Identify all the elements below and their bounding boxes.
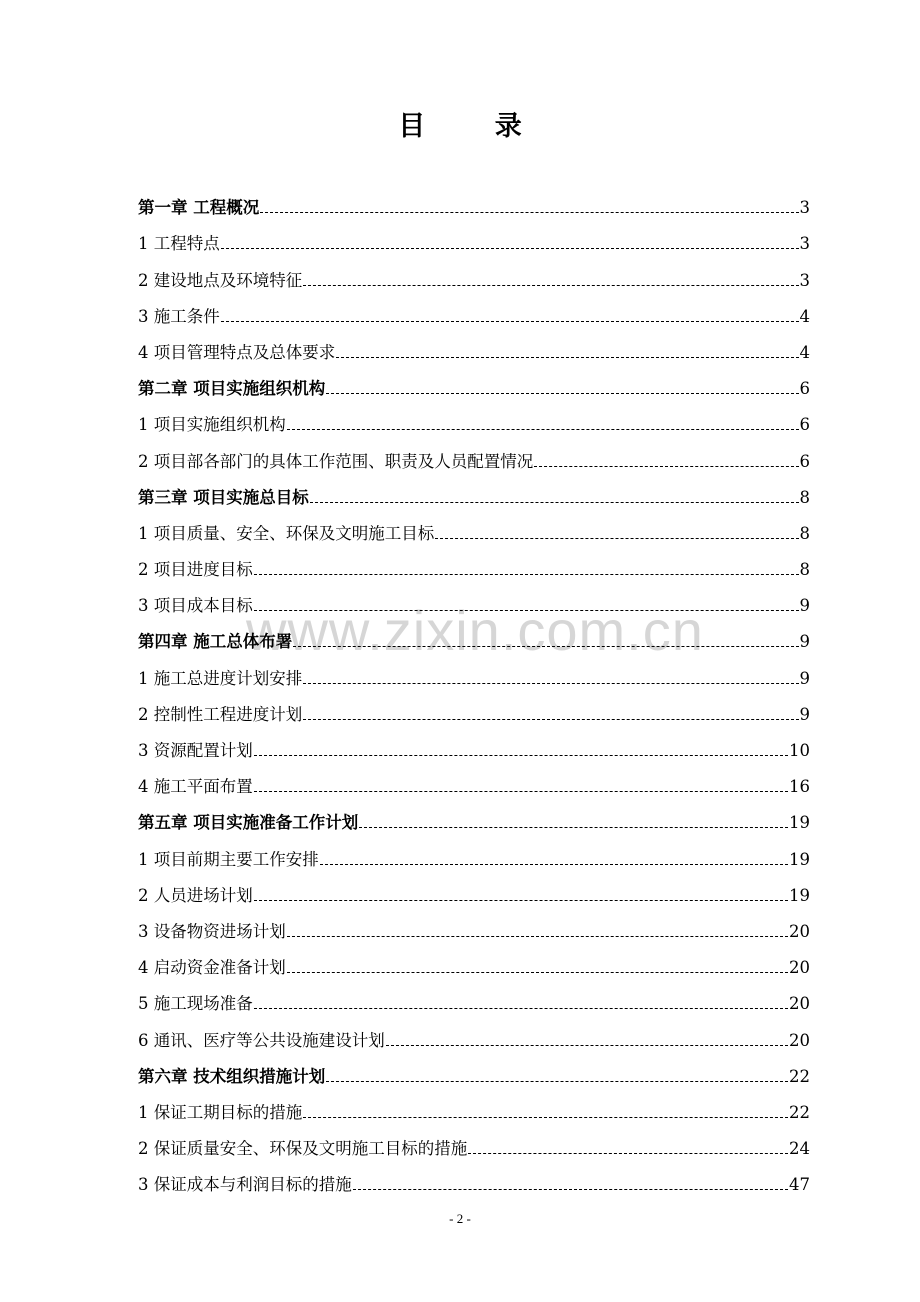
toc-dot-leader (254, 755, 788, 756)
toc-entry-label: 1 工程特点 (138, 234, 220, 254)
toc-section-entry[interactable] (138, 327, 810, 363)
toc-entry-page: 3 (799, 234, 810, 254)
toc-section-entry[interactable] (138, 1014, 810, 1050)
toc-entry-label: 4 启动资金准备计划 (138, 958, 286, 978)
toc-dot-leader (303, 683, 798, 684)
toc-section-entry[interactable] (138, 218, 810, 254)
toc-dot-leader (254, 900, 788, 901)
toc-entry-label: 2 项目进度目标 (138, 560, 253, 580)
toc-section-entry[interactable] (138, 906, 810, 942)
toc-dot-leader (221, 248, 799, 249)
toc-entry-page: 3 (799, 270, 810, 290)
toc-section-entry[interactable] (138, 399, 810, 435)
toc-entry-page: 9 (799, 668, 810, 688)
toc-entry-label: 2 项目部各部门的具体工作范围、职责及人员配置情况 (138, 451, 534, 471)
toc-entry-page: 20 (789, 1030, 810, 1050)
page-number: - 2 - (449, 1211, 471, 1226)
toc-section-entry[interactable] (138, 833, 810, 869)
toc-entry-page: 10 (789, 741, 810, 760)
toc-dot-leader (353, 1189, 788, 1190)
toc-dot-leader (254, 791, 788, 792)
toc-section-entry[interactable] (138, 291, 810, 327)
toc-entry-label: 第三章 项目实施总目标 (138, 487, 309, 507)
toc-entry-label: 2 人员进场计划 (138, 885, 253, 905)
toc-entry-page: 8 (799, 523, 810, 543)
toc-entry-label: 3 项目成本目标 (138, 596, 253, 616)
toc-dot-leader (435, 538, 798, 539)
toc-chapter-entry[interactable] (138, 1051, 810, 1087)
toc-entry-page: 6 (799, 379, 810, 399)
toc-section-entry[interactable] (138, 870, 810, 906)
toc-entry-label: 2 保证质量安全、环保及文明施工目标的措施 (138, 1139, 468, 1159)
toc-entry-label: 1 项目质量、安全、环保及文明施工目标 (138, 523, 435, 543)
toc-entry-page: 4 (799, 342, 810, 362)
toc-section-entry[interactable] (138, 689, 810, 725)
toc-entry-page: 19 (789, 813, 810, 833)
toc-dot-leader (336, 357, 798, 358)
toc-entry-page: 19 (789, 885, 810, 905)
toc-chapter-entry[interactable] (138, 616, 810, 652)
toc-dot-leader (254, 1008, 788, 1009)
toc-entry-label: 第一章 工程概况 (138, 198, 260, 218)
toc-entry-label: 第四章 施工总体布署 (138, 632, 293, 652)
toc-entry-page: 6 (799, 451, 810, 471)
toc-section-entry[interactable] (138, 580, 810, 616)
toc-entry-page: 8 (799, 560, 810, 580)
watermark: www.zixin.com.cn (246, 599, 704, 662)
toc-dot-leader (287, 972, 788, 973)
toc-entry-label: 3 保证成本与利润目标的措施 (138, 1175, 352, 1195)
toc-entry-label: 3 设备物资进场计划 (138, 921, 286, 941)
toc-entry-label: 4 项目管理特点及总体要求 (138, 342, 336, 362)
toc-entry-label: 第五章 项目实施准备工作计划 (138, 813, 359, 833)
toc-entry-label: 6 通讯、医疗等公共设施建设计划 (138, 1030, 385, 1050)
toc-section-entry[interactable] (138, 1123, 810, 1159)
toc-chapter-entry[interactable] (138, 182, 810, 218)
toc-entry-label: 2 建设地点及环境特征 (138, 270, 303, 290)
toc-entry-page: 20 (789, 921, 810, 941)
toc-dot-leader (534, 466, 798, 467)
toc-dot-leader (293, 646, 798, 647)
toc-dot-leader (468, 1153, 788, 1154)
toc-entry-page: 9 (799, 704, 810, 724)
toc-section-entry[interactable] (138, 508, 810, 544)
toc-entry-label: 4 施工平面布置 (138, 777, 253, 797)
toc-dot-leader (386, 1045, 788, 1046)
toc-chapter-entry[interactable] (138, 797, 810, 833)
toc-entry-page: 19 (789, 849, 810, 869)
toc-entry-label: 1 项目前期主要工作安排 (138, 849, 319, 869)
toc-entry-page: 3 (799, 198, 810, 218)
toc-entry-page: 9 (799, 596, 810, 616)
toc-dot-leader (287, 429, 799, 430)
toc-entry-page: 8 (799, 487, 810, 507)
toc-section-entry[interactable] (138, 652, 810, 688)
toc-entry-label: 第六章 技术组织措施计划 (138, 1066, 326, 1086)
toc-dot-leader (287, 936, 788, 937)
table-of-contents (138, 182, 810, 1195)
toc-section-entry[interactable] (138, 725, 810, 761)
toc-dot-leader (320, 864, 788, 865)
toc-dot-leader (303, 719, 798, 720)
toc-dot-leader (303, 285, 798, 286)
toc-chapter-entry[interactable] (138, 472, 810, 508)
toc-section-entry[interactable] (138, 544, 810, 580)
toc-entry-label: 2 控制性工程进度计划 (138, 704, 303, 724)
toc-entry-label: 3 资源配置计划 (138, 741, 253, 760)
toc-entry-label: 1 保证工期目标的措施 (138, 1102, 303, 1122)
toc-section-entry[interactable] (138, 942, 810, 978)
toc-entry-page: 22 (789, 1102, 810, 1122)
toc-section-entry[interactable] (138, 761, 810, 797)
toc-entry-page: 9 (799, 632, 810, 652)
toc-dot-leader (221, 321, 799, 322)
toc-entry-page: 6 (799, 415, 810, 435)
toc-entry-page: 20 (789, 958, 810, 978)
toc-dot-leader (326, 393, 798, 394)
toc-section-entry[interactable] (138, 254, 810, 290)
toc-dot-leader (254, 574, 799, 575)
toc-entry-label: 3 施工条件 (138, 306, 220, 326)
toc-entry-page: 20 (789, 994, 810, 1014)
page-title: 目 录 (398, 111, 552, 142)
toc-dot-leader (254, 610, 799, 611)
toc-entry-page: 24 (789, 1139, 810, 1159)
toc-section-entry[interactable] (138, 435, 810, 471)
toc-entry-label: 5 施工现场准备 (138, 994, 253, 1014)
toc-section-entry[interactable] (138, 1087, 810, 1123)
toc-section-entry[interactable] (138, 1159, 810, 1195)
toc-entry-label: 1 施工总进度计划安排 (138, 668, 303, 688)
toc-entry-page: 16 (789, 777, 810, 797)
toc-dot-leader (359, 827, 788, 828)
toc-section-entry[interactable] (138, 978, 810, 1014)
toc-chapter-entry[interactable] (138, 363, 810, 399)
toc-dot-leader (310, 502, 799, 503)
toc-entry-page: 22 (789, 1066, 810, 1086)
toc-dot-leader (326, 1081, 788, 1082)
toc-dot-leader (260, 212, 798, 213)
toc-dot-leader (303, 1117, 788, 1118)
toc-entry-page: 4 (799, 306, 810, 326)
toc-entry-page: 47 (789, 1175, 810, 1195)
toc-entry-label: 第二章 项目实施组织机构 (138, 379, 326, 399)
toc-entry-label: 1 项目实施组织机构 (138, 415, 286, 435)
